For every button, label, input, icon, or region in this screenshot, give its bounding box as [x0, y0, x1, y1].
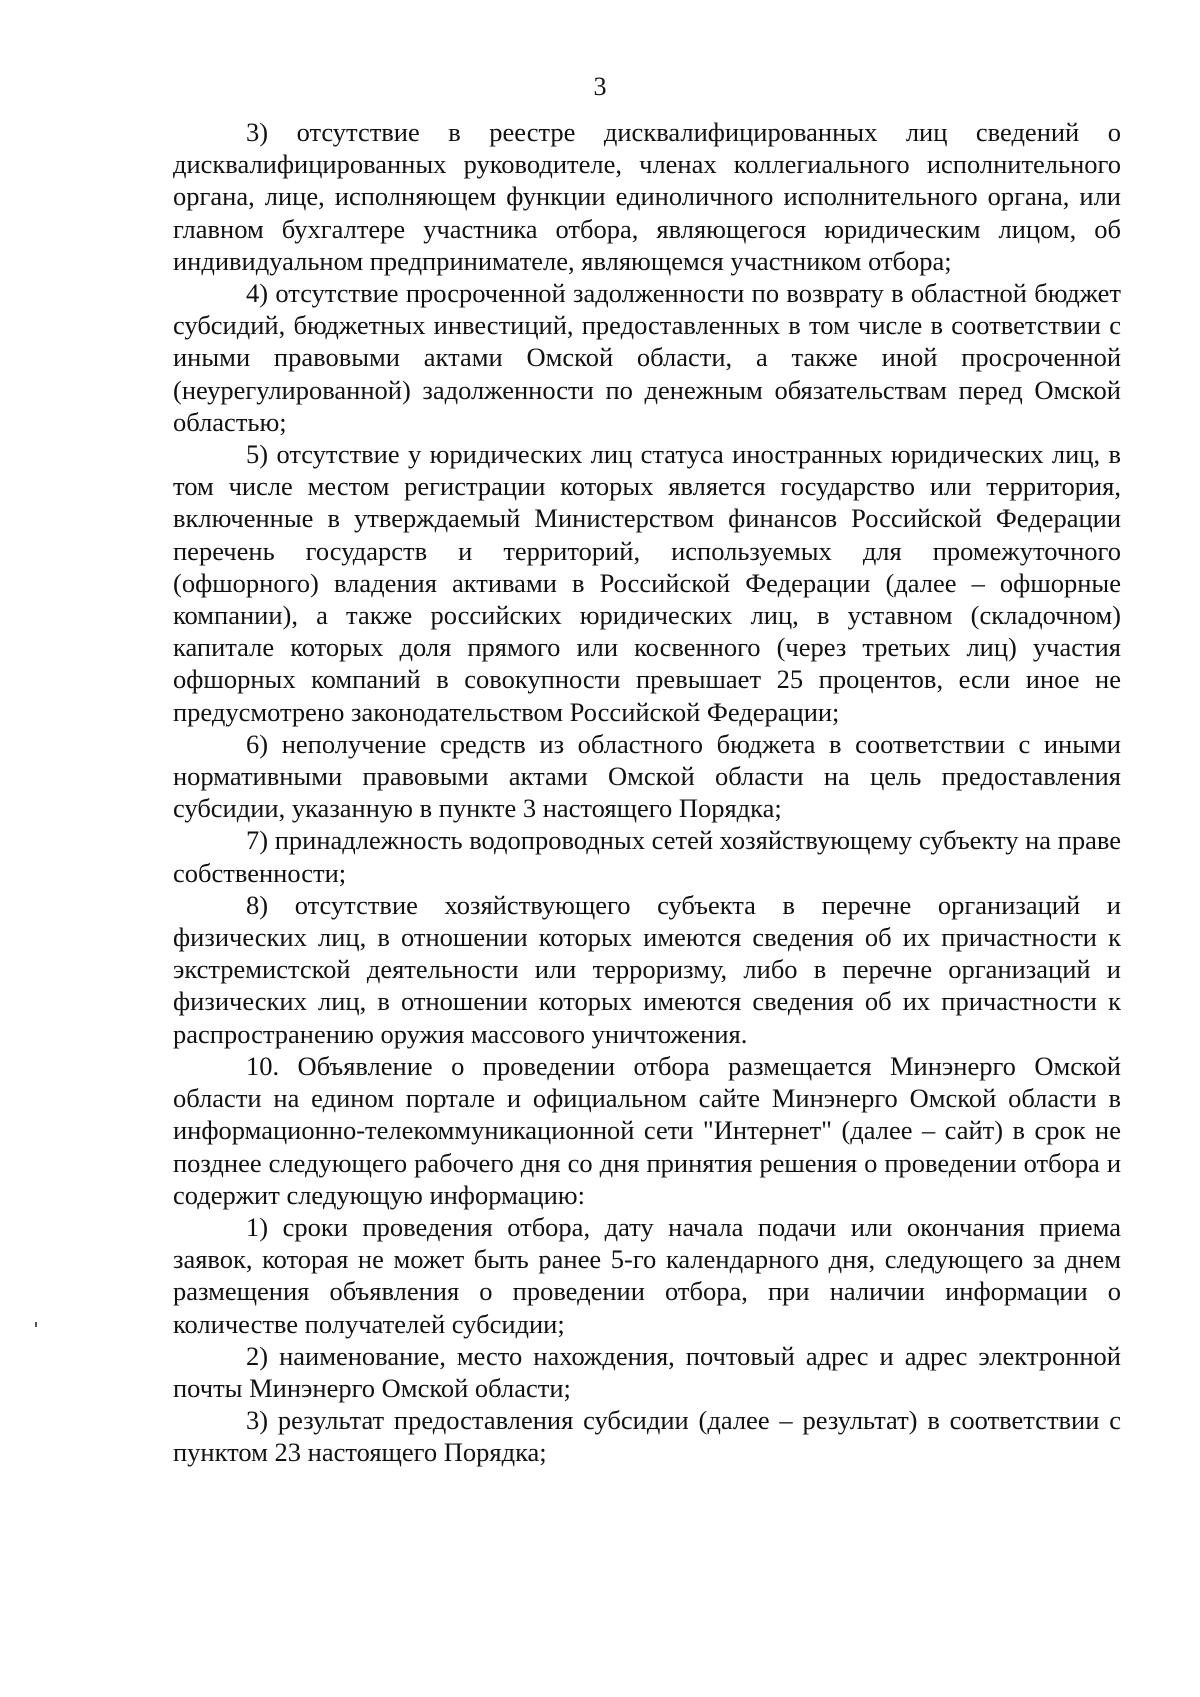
- paragraph-section-10-announcement: 10. Объявление о проведении отбора размещается Минэнерго Омской области на едином портале и официальном сайте Минэнерго Омской области в информационно-телекоммуникационной сети "Интернет" (далее – сайт) в срок не позднее следующего рабочего дня со дня принятия решения о проведении отбора и содержит следующую информацию:: [173, 1050, 1121, 1210]
- paragraph-item-8-extremism-list: 8) отсутствие хозяйствующего субъекта в перечне организаций и физических лиц, в отношении которых имеются сведения об их причастности к экстремистской деятельности или терроризму, либо в перечне организаций и физических лиц, в отношении которых имеются сведения об их причастности к распространению оружия массового уничтожения.: [173, 889, 1121, 1049]
- paragraph-item-7-network-ownership: 7) принадлежность водопроводных сетей хозяйствующему субъекту на праве собственности;: [173, 825, 1121, 888]
- document-body: [173, 116, 1121, 1469]
- paragraph-item-3-disqualified-registry: 3) отсутствие в реестре дисквалифицированных лиц сведений о дисквалифицированных руководителе, членах коллегиального исполнительного органа, лице, исполняющем функции единоличного исполнительного органа, или главном бухгалтере участника отбора, являющегося юридическим лицом, об индивидуальном предпринимателе, являющемся участником отбора;: [173, 117, 1121, 276]
- scan-speck: [35, 1322, 37, 1327]
- paragraph-item-6-no-other-funds: 6) неполучение средств из областного бюджета в соответствии с иными нормативными правовыми актами Омской области на цель предоставления субсидии, указанную в пункте 3 настоящего Порядка;: [173, 728, 1121, 824]
- paragraph-item-2-ministry-contacts: 2) наименование, место нахождения, почтовый адрес и адрес электронной почты Минэнерго Омской области;: [173, 1340, 1121, 1403]
- paragraph-item-1-selection-dates: 1) сроки проведения отбора, дату начала подачи или окончания приема заявок, которая не может быть ранее 5-го календарного дня, следующего за днем размещения объявления о проведении отбора, при наличии информации о количестве получателей субсидии;: [173, 1211, 1121, 1339]
- paragraph-item-4-overdue-debt: 4) отсутствие просроченной задолженности по возврату в областной бюджет субсидий, бюджетных инвестиций, предоставленных в том числе в соответствии с иными правовыми актами Омской области, а также иной просроченной (неурегулированной) задолженности по денежным обязательствам перед Омской областью;: [173, 278, 1121, 437]
- paragraph-item-3-subsidy-result: 3) результат предоставления субсидии (далее – результат) в соответствии с пунктом 23 настоящего Порядка;: [173, 1405, 1121, 1468]
- page-number: 3: [593, 72, 607, 101]
- paragraph-item-5-offshore-status: 5) отсутствие у юридических лиц статуса иностранных юридических лиц, в том числе местом регистрации которых является государство или территория, включенные в утверждаемый Министерством финансов Российской Федерации перечень государств и территорий, используемых для промежуточного (офшорного) владения активами в Российской Федерации (далее – офшорные компании), а также российских юридических лиц, в уставном (складочном) капитале которых доля прямого или косвенного (через третьих лиц) участия офшорных компаний в совокупности превышает 25 процентов, если иное не предусмотрено законодательством Российской Федерации;: [173, 439, 1121, 727]
